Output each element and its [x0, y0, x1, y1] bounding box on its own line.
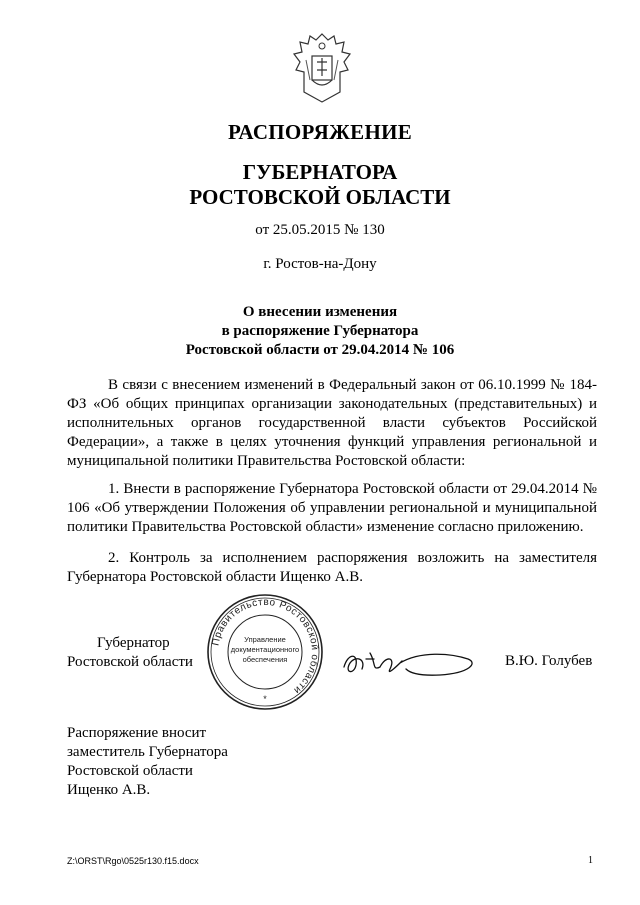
document-type-title: РАСПОРЯЖЕНИЕ — [227, 120, 413, 144]
date-number: от 25.05.2015 № 130 — [255, 222, 385, 238]
issuer-note-line: Ищенко А.В. — [67, 782, 151, 798]
issuer-note — [67, 724, 228, 800]
footer-file-path: Z:\ORST\Rgo\0525r130.f15.docx — [67, 856, 199, 866]
clause-paragraph: 1. Внести в распоряжение Губернатора Ростовской области от 29.04.2014 № 106 «Об утверждении Положения об управлении региональной и муниципальной политики Правительства Ростовской области» изменение согласно приложению. — [67, 481, 597, 535]
issuer-note-line: Распоряжение вносит — [67, 725, 207, 741]
subject-line: Ростовской области от 29.04.2014 № 106 — [185, 342, 455, 358]
svg-text:*: * — [263, 694, 267, 704]
stamp-inner-line: обеспечения — [242, 655, 288, 664]
coat-of-arms-icon — [290, 30, 354, 106]
signer-name: В.Ю. Голубев — [505, 653, 593, 669]
city: г. Ростов-на-Дону — [263, 256, 377, 272]
stamp-inner-line: Управление — [244, 635, 286, 644]
signer-title-line: Губернатор — [97, 635, 170, 651]
clause-paragraph: 2. Контроль за исполнением распоряжения возложить на заместителя Губернатора Ростовской области Ищенко А.В. — [67, 550, 597, 585]
preamble-paragraph: В связи с внесением изменений в Федеральный закон от 06.10.1999 № 184-ФЗ «Об общих принципах организации законодательных (представительных) и исполнительных органов государственной власти субъектов Российской Федерации», а также в целях уточнения функций управления региональной и муниципальной политики Правительства Ростовской области: — [67, 377, 597, 469]
issuer-note-line: Ростовской области — [67, 763, 193, 779]
stamp-outer-text: Правительство Ростовской области — [210, 596, 321, 696]
issuer-note-line: заместитель Губернатора — [67, 744, 228, 760]
issuer-heading — [0, 160, 640, 210]
stamp-inner-line: документационного — [230, 645, 300, 654]
page-number: 1 — [588, 855, 593, 866]
subject-line: в распоряжение Губернатора — [221, 323, 419, 339]
signer-title-line: Ростовской области — [67, 654, 193, 670]
signer-title — [67, 634, 193, 672]
subject-line: О внесении изменения — [242, 304, 398, 320]
issuer-heading-line: ГУБЕРНАТОРА — [242, 160, 398, 184]
issuer-heading-line: РОСТОВСКОЙ ОБЛАСТИ — [189, 185, 451, 209]
handwritten-signature — [340, 645, 480, 681]
subject-heading — [0, 303, 640, 360]
official-stamp — [205, 592, 325, 712]
